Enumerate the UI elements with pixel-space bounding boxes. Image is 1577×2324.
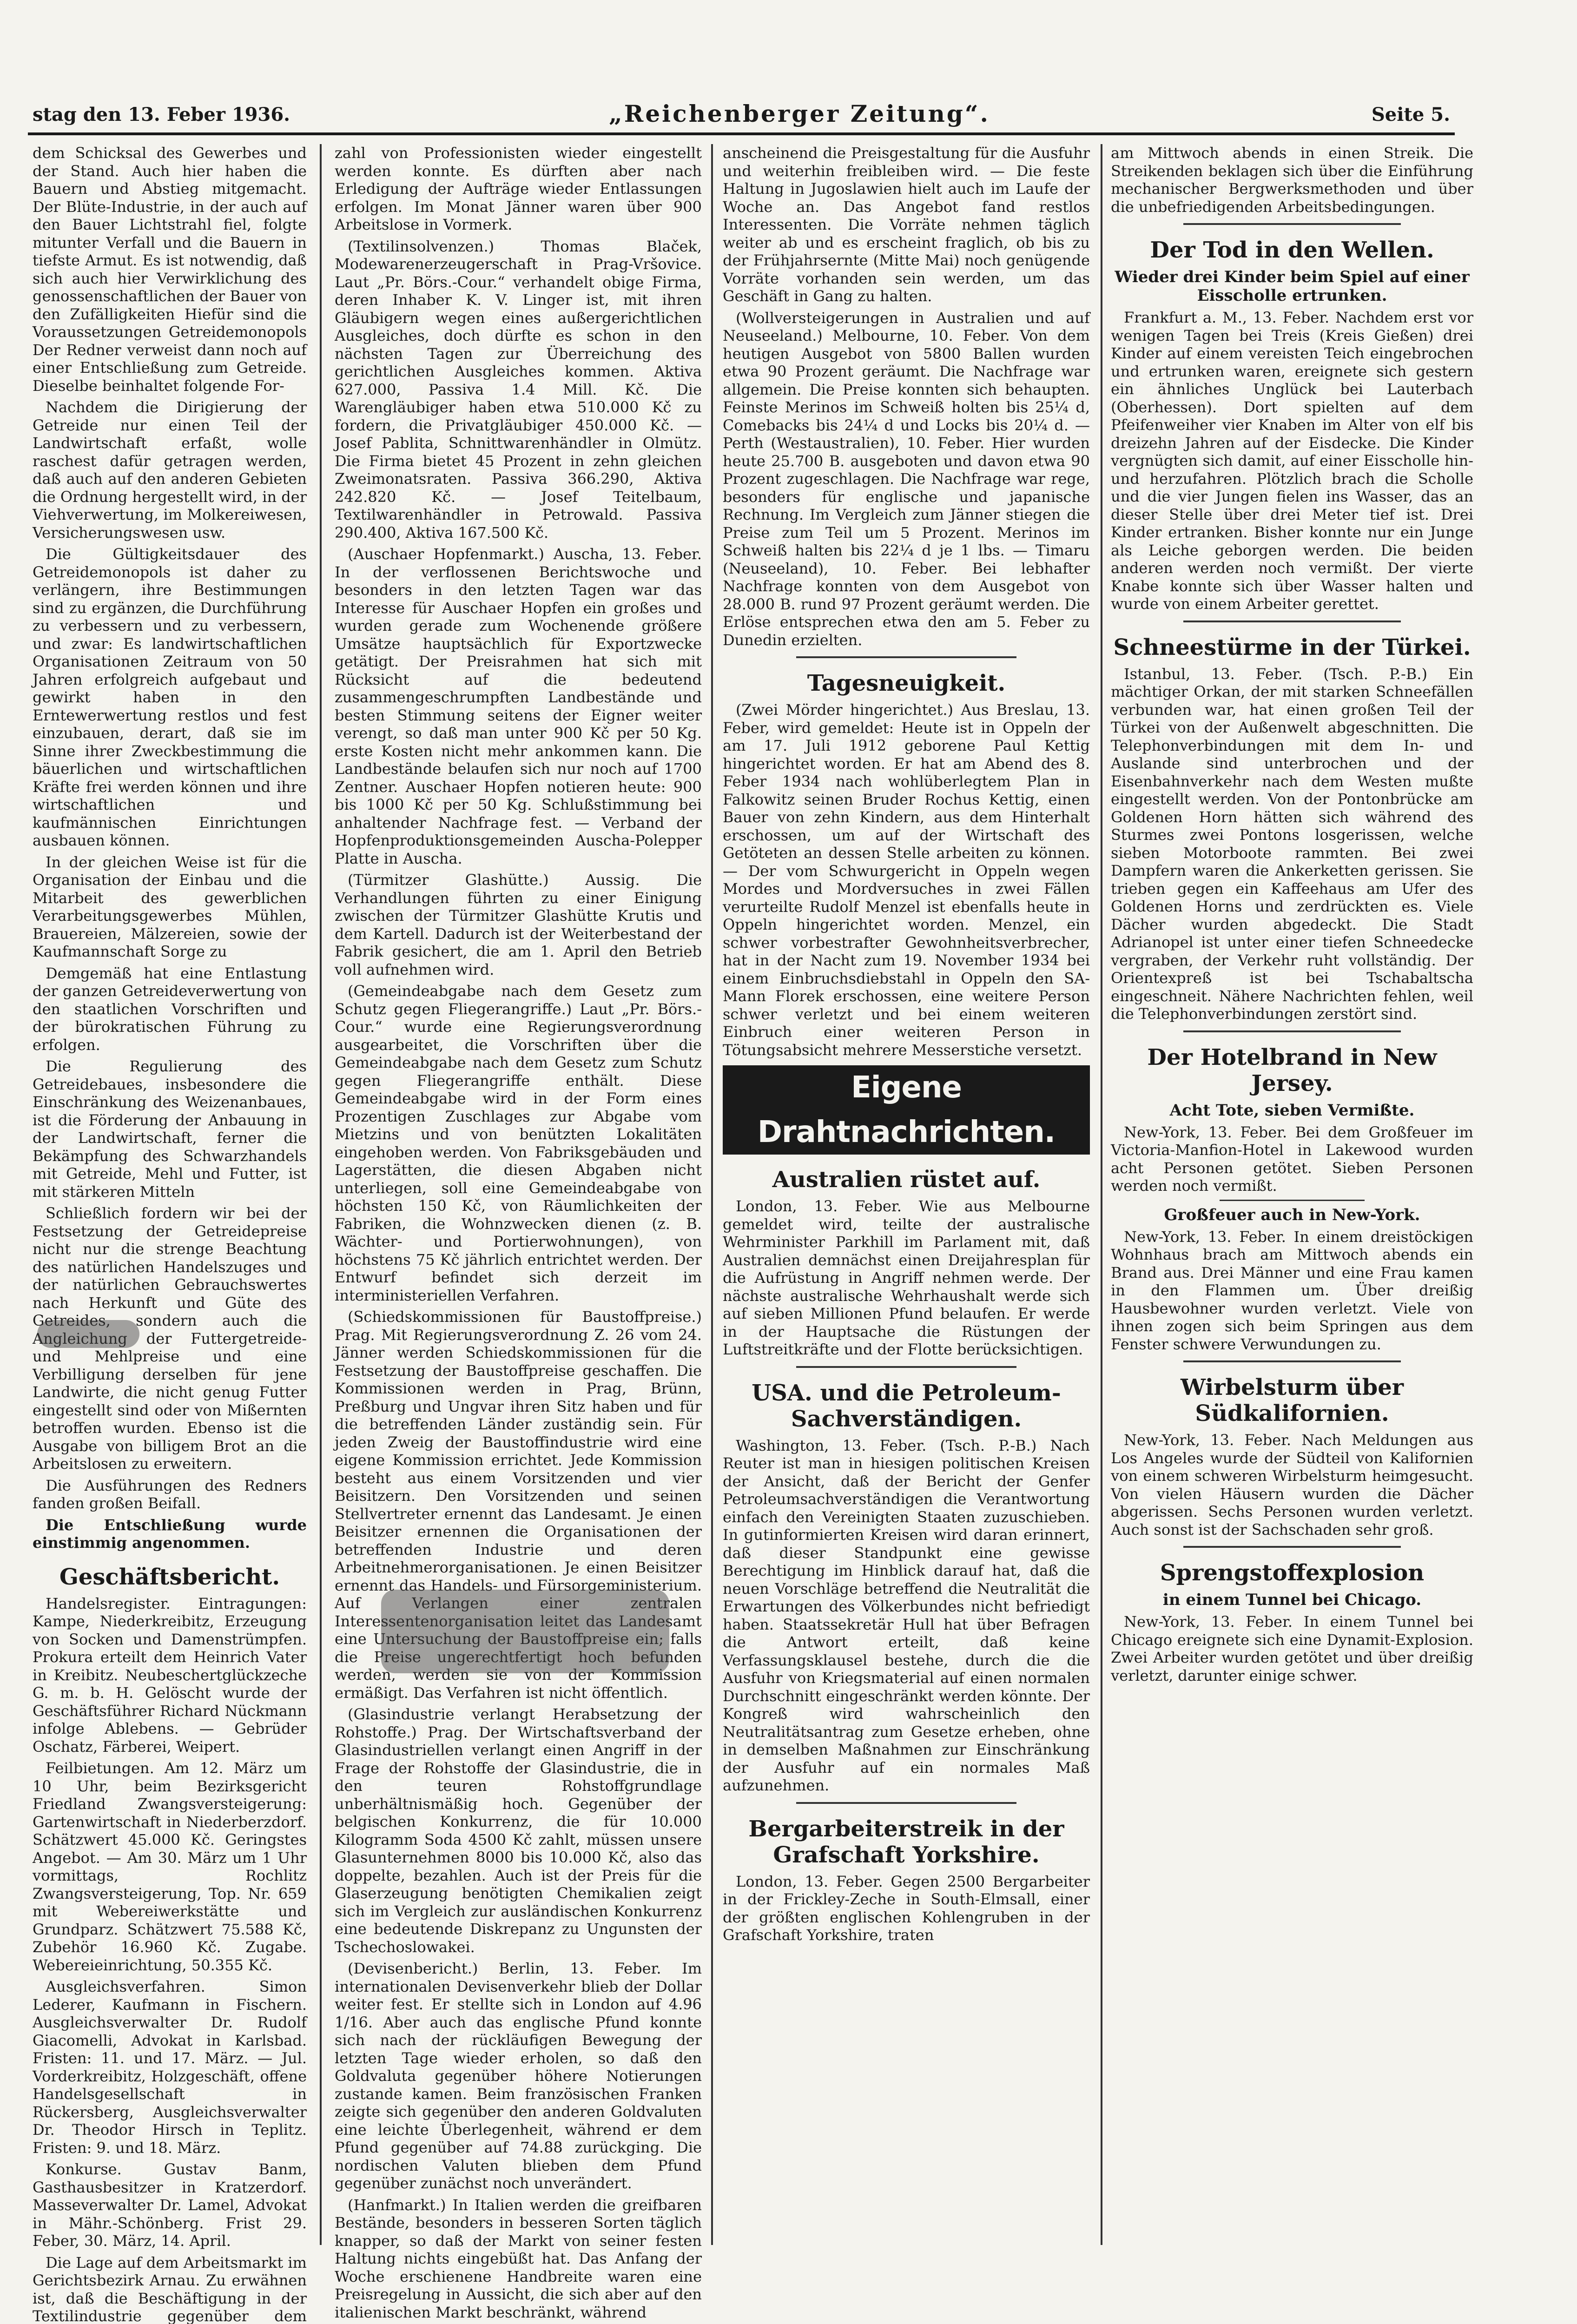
article-paragraph: Die Regulierung des Getreidebaues, insbesondere die Einschränkung des Weizenanbaues, ist die Förderung der Anbauung in der Landwirtschaft, ferner die Bekämpfung des Schwarzhandels mit Getreide, Mehl und Futter, ist mit stärkeren Mitteln [33, 1057, 307, 1201]
column-2 [335, 144, 702, 2236]
article-paragraph: Die Entschließung wurde einstimmig angenommen. [33, 1516, 307, 1552]
article-subheadline: Großfeuer auch in New-York. [1111, 1206, 1473, 1224]
article-paragraph: Die Lage auf dem Arbeitsmarkt im Gerichtsbezirk Arnau. Zu erwähnen ist, daß die Beschäftigung in der Textilindustrie gegenüber dem [33, 2254, 307, 2324]
article-paragraph: In der gleichen Weise ist für die Organisation der Einbau und die Mitarbeit des gewerblichen Verarbeitungsgewerbes Mühlen, Brauereien, Mälzereien, sowie der Kaufmannschaft Sorge zu [33, 853, 307, 961]
article-paragraph: Frankfurt a. M., 13. Feber. Nachdem erst vor wenigen Tagen bei Treis (Kreis Gießen) drei Kinder auf einem vereisten Teich eingebrochen und ertrunken waren, ereignete sich gestern ein ähnliches Unglück bei Lauterbach (Oberhessen). Dort spielten auf dem Pfeifenweiher vier Knaben im Alter von elf bis dreizehn Jahren auf der Eisdecke. Die Kinder vergnügten sich damit, auf einer Eisscholle hin- und herzufahren. Plötzlich brach die Scholle und die vier Jungen fielen ins Wasser, das an dieser Stelle über drei Meter tief ist. Drei Kinder ertranken. Bisher konnte nur ein Junge als Leiche geborgen werden. Die beiden anderen werden noch vermißt. Der vierte Knabe konnte sich über Wasser halten und wurde von einem Arbeiter gerettet. [1111, 309, 1473, 613]
article-paragraph: dem Schicksal des Gewerbes und der Stand. Auch hier haben die Bauern und Abstieg mitgemacht. Der Blüte-Industrie, in der auch auf den Bauer Lichtstrahl fiel, folgte mitunter Verfall und die Bauern in tiefste Armut. Es ist notwendig, daß sich auch hier Verwirklichung des genossenschaftlichen der Bauer von den Zufälligkeiten Hiefür sind die Voraussetzungen Getreidemonopols Der Redner verweist dann noch auf einer Entschließung zum Getreide. Dieselbe beinhaltet folgende For- [33, 144, 307, 395]
divider [1183, 621, 1401, 622]
article-headline: USA. und die Petroleum-Sachverständigen. [723, 1380, 1090, 1432]
article-paragraph: New-York, 13. Feber. In einem Tunnel bei Chicago ereignete sich eine Dynamit-Explosion. Zwei Arbeiter wurden getötet und über dreißig verletzt, darunter einige schwer. [1111, 1613, 1473, 1684]
article-paragraph: London, 13. Feber. Gegen 2500 Bergarbeiter in der Frickley-Zeche in South-Elmsall, einer der größten englischen Kohlengruben in der Grafschaft Yorkshire, traten [723, 1873, 1090, 1944]
column-1 [33, 144, 307, 2236]
article-paragraph: (Schiedskommissionen für Baustoffpreise.) Prag. Mit Regierungsverordnung Z. 26 vom 24. Jänner werden Schiedskommissionen für die Festsetzung der Baustoffpreise geschaffen. Die Kommissionen werden in Prag, Brünn, Preßburg und Ungvar ihren Sitz haben und für die betreffenden Länder zuständig sein. Für jeden Zweig der Baustoffindustrie wird eine eigene Kommission errichtet. Jede Kommission besteht aus einem Vorsitzenden und vier Beisitzern. Den Vorsitzenden und seinen Stellvertreter ernennt das Landesamt. Je einen Beisitzer ernennen die Organisationen der betreffenden Industrie und deren Arbeitnehmerorganisationen. Je einen Beisitzer ernennt das Handels- und Fürsorgeministerium. Auf Verlangen einer zentralen Interessentenorganisation leitet das Landesamt eine Untersuchung der Baustoffpreise ein; falls die Preise ungerechtfertigt hoch befunden werden, werden sie von der Kommission ermäßigt. Das Verfahren ist nicht öffentlich. [335, 1308, 702, 1702]
header-date: stag den 13. Feber 1936. [33, 104, 290, 125]
divider [796, 1366, 1016, 1368]
divider [796, 656, 1016, 658]
article-headline: Bergarbeiterstreik in der Grafschaft Yorkshire. [723, 1816, 1090, 1868]
article-paragraph: Ausgleichsverfahren. Simon Lederer, Kaufmann in Fischern. Ausgleichsverwalter Dr. Rudolf Giacomelli, Advokat in Karlsbad. Fristen: 11. und 17. März. — Jul. Vorderkreibitz, Holzgeschäft, offene Handelsgesellschaft in Rückersberg, Ausgleichsverwalter Dr. Theodor Hirsch in Teplitz. Fristen: 9. und 18. März. [33, 1978, 307, 2157]
section-banner: Eigene Drahtnachrichten. [723, 1065, 1090, 1155]
article-paragraph: (Gemeindeabgabe nach dem Gesetz zum Schutz gegen Fliegerangriffe.) Laut „Pr. Börs.-Cour.“ wurde eine Regierungsverordnung ausgearbeitet, die Vorschriften über die Gemeindeabgabe nach dem Gesetz zum Schutz gegen Fliegerangriffe enthält. Diese Gemeindeabgabe wird in der Form eines Prozentigen Zuschlages zur Abgabe vom Mietzins und von benützten Lokalitäten eingehoben werden. Von Fabriksgebäuden und Lagerstätten, die diesen Abgaben nicht unterliegen, soll eine Gemeindeabgabe von höchsten 150 Kč, von Räumlichkeiten der Fabriken, die Wohnzwecken dienen (z. B. Wächter- und Portierwohnungen), von höchstens 75 Kč jährlich entrichtet werden. Der Entwurf befindet sich derzeit im interministeriellen Verfahren. [335, 982, 702, 1304]
article-headline: Der Hotelbrand in New Jersey. [1111, 1044, 1473, 1096]
section-heading: Tagesneuigkeit. [723, 670, 1090, 696]
article-paragraph: (Zwei Mörder hingerichtet.) Aus Breslau, 13. Feber, wird gemeldet: Heute ist in Oppeln der am 17. Juli 1912 geborene Paul Kettig hingerichtet worden. Er hat am Abend des 8. Feber 1934 nach wohlüberlegtem Plan in Falkowitz seinen Bruder Rochus Kettig, einen Bauer von zehn Kindern, aus dem Hinterhalt erschossen, um auf der Wirtschaft des Getöteten an dessen Stelle arbeiten zu können. — Der vom Schwurgericht in Oppeln wegen Mordes und Mordversuches in zwei Fällen verurteilte Rudolf Menzel ist ebenfalls heute in Oppeln hingerichtet worden. Menzel, ein schwer vorbestrafter Gewohnheitsverbrecher, hat in der Nacht zum 19. November 1934 bei einem Einbruchsdiebstahl in Oppeln den SA-Mann Florek erschossen, eine weitere Person schwer verletzt und bei einem weiteren Einbruch einer weiteren Person in Tötungsabsicht mehrere Messerstiche versetzt. [723, 701, 1090, 1059]
divider [796, 1802, 1016, 1804]
article-paragraph: (Wollversteigerungen in Australien und auf Neuseeland.) Melbourne, 10. Feber. Von dem heutigen Ausgebot von 5800 Ballen wurden etwa 90 Prozent geräumt. Die Nachfrage war allgemein. Die Preise konnten sich behaupten. Feinste Merinos im Schweiß holten bis 25¼ d, Comebacks bis 24¼ d und Locks bis 20¼ d. — Perth (Westaustralien), 10. Feber. Hier wurden heute 25.700 B. ausgeboten und davon etwa 90 Prozent zugeschlagen. Die Nachfrage war rege, besonders für englische und japanische Rechnung. Im Vergleich zum Jänner stiegen die Preise zum Teil um 5 Prozent. Merinos im Schweiß halten bis 22¼ d je 1 lbs. — Timaru (Neuseeland), 10. Feber. Bei lebhafter Nachfrage konnten von dem Ausgebot von 28.000 B. rund 97 Prozent geräumt werden. Die Erlöse entsprechen etwa den am 5. Feber zu Dunedin erzielten. [723, 309, 1090, 649]
article-paragraph: Demgemäß hat eine Entlastung der ganzen Getreideverwertung von den staatlichen Vorschriften und der bürokratischen Führung zu erfolgen. [33, 964, 307, 1054]
article-paragraph: Konkurse. Gustav Banm, Gasthausbesitzer in Kratzerdorf. Masseverwalter Dr. Lamel, Advokat in Mähr.-Schönberg. Frist 29. Feber, 30. März, 14. April. [33, 2160, 307, 2250]
article-paragraph: am Mittwoch abends in einen Streik. Die Streikenden beklagen sich über die Einführung mechanischer Bergwerksmethoden und über die unbefriedigenden Arbeitsbedingungen. [1111, 144, 1473, 216]
article-paragraph: (Devisenbericht.) Berlin, 13. Feber. Im internationalen Devisenverkehr blieb der Dollar weiter fest. Er stellte sich in London auf 4.96 1/16. Aber auch das englische Pfund konnte sich nach der rückläufigen Bewegung der letzten Tage wieder erholen, so daß den Goldvaluta gegenüber höhere Notierungen zustande kamen. Beim französischen Franken zeigte sich gegenüber den anderen Goldvaluten eine leichte Überlegenheit, während er dem Pfund gegenüber auf 74.88 zurückging. Die nordischen Valuten blieben dem Pfund gegenüber zunächst noch unverändert. [335, 1960, 702, 2192]
divider [1183, 1030, 1401, 1032]
article-paragraph: Nachdem die Dirigierung der Getreide nur einen Teil der Landwirtschaft erfaßt, wolle raschest dafür getragen werden, daß auch auf den anderen Gebieten die Ordnung hergestellt wird, in der Viehverwertung, im Molkereiwesen, Versicherungswesen usw. [33, 398, 307, 541]
article-paragraph: Handelsregister. Eintragungen: Kampe, Niederkreibitz, Erzeugung von Socken und Damenstrümpfen. Prokura erteilt dem Heinrich Vater in Kreibitz. Neubeschertglückzeche G. m. b. H. Gelöscht wurde der Geschäftsführer Richard Nückmann infolge Ablebens. — Gebrüder Oschatz, Färberei, Weipert. [33, 1595, 307, 1756]
article-headline: Sprengstoffexplosion [1111, 1560, 1473, 1586]
ink-smudge [37, 1320, 139, 1348]
article-headline: Australien rüstet auf. [723, 1167, 1090, 1193]
article-paragraph: (Glasindustrie verlangt Herabsetzung der Rohstoffe.) Prag. Der Wirtschaftsverband der Glasindustriellen verlangt einen Angriff in der Frage der Rohstoffe der Glasindustrie, die in den teuren Rohstoffgrundlage unberhältnismäßig hoch. Gegenüber der belgischen Konkurrenz, die für 10.000 Kilogramm Soda 4500 Kč zahlt, müssen unsere Glasunternehmen 8000 bis 10.000 Kč, also das doppelte, bezahlen. Auch ist der Preis für die Glaserzeugung benötigten Chemikalien zeigt sich im Vergleich zur ausländischen Konkurrenz eine bedeutende Diskrepanz zu Ungunsten der Tschechoslowakei. [335, 1705, 702, 1956]
article-paragraph: anscheinend die Preisgestaltung für die Ausfuhr und weiterhin freibleiben wird. — Die feste Haltung in Jugoslawien hielt auch im Laufe der Woche an. Das Angebot fand restlos Interessenten. Die Vorräte nehmen täglich weiter ab und es erscheint fraglich, ob bis zu der Frühjahrsernte (Mitte Mai) noch genügende Vorräte vorhanden sein werden, um das Geschäft in Gang zu halten. [723, 144, 1090, 305]
article-paragraph: (Türmitzer Glashütte.) Aussig. Die Verhandlungen führten zu einer Einigung zwischen der Türmitzer Glashütte Krutis und dem Kartell. Dadurch ist der Weiterbestand der Fabrik gesichert, die am 1. April den Betrieb voll aufnehmen wird. [335, 871, 702, 978]
article-paragraph: zahl von Professionisten wieder eingestellt werden konnte. Es dürften aber nach Erledigung der Aufträge wieder Entlassungen erfolgen. Im Monat Jänner waren über 900 Arbeitslose in Vormerk. [335, 144, 702, 234]
article-headline: Wirbelsturm über Südkalifornien. [1111, 1374, 1473, 1426]
article-paragraph: (Hanfmarkt.) In Italien werden die greifbaren Bestände, besonders in besseren Sorten täglich knapper, so daß der Markt von seiner festen Haltung nichts eingebüßt hat. Das Anfang der Woche erschienene Handbreite waren eine Preisregelung in Aussicht, die sich aber auf den italienischen Markt beschränkt, während [335, 2196, 702, 2322]
article-paragraph: London, 13. Feber. Wie aus Melbourne gemeldet wird, teilte der australische Wehrminister Parkhill im Parlament mit, daß Australien demnächst einen Dreijahresplan für die Aufrüstung in Angriff nehmen werde. Der nächste australische Wehrhaushalt werde sich auf sieben Millionen Pfund belaufen. Er werde in der Hauptsache die Rüstungen der Luftstreitkräfte und der Flotte berücksichtigen. [723, 1197, 1090, 1359]
article-subheadline: Wieder drei Kinder beim Spiel auf einer Eisscholle ertrunken. [1111, 268, 1473, 305]
article-headline: Schneestürme in der Türkei. [1111, 634, 1473, 660]
column-4 [1111, 144, 1473, 2236]
column-rule [711, 144, 713, 2245]
article-paragraph: New-York, 13. Feber. Bei dem Großfeuer im Victoria-Manfion-Hotel in Lakewood wurden acht Personen getötet. Sieben Personen werden noch vermißt. [1111, 1123, 1473, 1195]
page-number: Seite 5. [1372, 104, 1450, 125]
section-heading: Geschäftsbericht. [33, 1564, 307, 1590]
column-3 [723, 144, 1090, 2236]
article-paragraph: Die Ausführungen des Redners fanden großen Beifall. [33, 1477, 307, 1512]
article-paragraph: Schließlich fordern wir bei der Festsetzung der Getreidepreise nicht nur die strenge Beachtung des natürlichen Handelszuges und der natürlichen Gebrauchswertes nach Herkunft und Güte des Getreides, sondern auch die Angleichung der Futtergetreide- und Mehlpreise und eine Verbilligung derselben für jene Landwirte, die nicht genug Futter eingestellt sind oder von Mißernten betroffen wurden. Ebenso ist die Ausgabe von billigem Brot an die Arbeitslosen zu erweitern. [33, 1204, 307, 1473]
article-paragraph: New-York, 13. Feber. In einem dreistöckigen Wohnhaus brach am Mittwoch abends ein Brand aus. Drei Männer und eine Frau kamen in den Flammen um. Über dreißig Hausbewohner wurden verletzt. Viele von ihnen zogen sich beim Springen aus dem Fenster schwere Verwundungen zu. [1111, 1228, 1473, 1353]
page-header [28, 100, 1455, 135]
ink-smudge [381, 1590, 669, 1673]
divider [1183, 223, 1401, 225]
article-paragraph: (Textilinsolvenzen.) Thomas Blaček, Modewarenerzeugerschaft in Prag-Vršovice. Laut „Pr. Börs.-Cour.“ verhandelt obige Firma, deren Inhaber K. V. Linger ist, mit ihren Gläubigern wegen eines außergerichtlichen Ausgleiches, doch dürfte es schon in den nächsten Tagen zur Überreichung des gerichtlichen Ausgleiches kommen. Aktiva 627.000, Passiva 1.4 Mill. Kč. Die Warengläubiger haben etwa 510.000 Kč zu fordern, die Privatgläubiger 450.000 Kč. — Josef Pablita, Schnittwarenhändler in Olmütz. Die Firma bietet 45 Prozent in zehn gleichen Zweimonatsraten. Passiva 366.290, Aktiva 242.820 Kč. — Josef Teitelbaum, Textilwarenhändler in Petrowald. Passiva 290.400, Aktiva 167.500 Kč. [335, 238, 702, 542]
article-paragraph: Istanbul, 13. Feber. (Tsch. P.-B.) Ein mächtiger Orkan, der mit starken Schneefällen verbunden war, hat einen großen Teil der Türkei von der Außenwelt abgeschnitten. Die Telephonverbindungen mit dem In- und Auslande sind unterbrochen und der Eisenbahnverkehr nach dem Westen mußte eingestellt werden. Von der Pontonbrücke am Goldenen Horn hätten sich während des Sturmes zwei Pontons losgerissen, welche sieben Motorboote rammten. Bei zwei Dampfern waren die Ankerketten gerissen. Sie trieben gegen ein Kaffeehaus am Ufer des Goldenen Horns und zerdrückten es. Viele Dächer wurden abgedeckt. Die Stadt Adrianopel ist unter einer tiefen Schneedecke vergraben, der Verkehr ruht vollständig. Der Orientexpreß ist bei Tschabaltscha eingeschneit. Nähere Nachrichten fehlen, weil die Telephonverbindungen zerstört sind. [1111, 665, 1473, 1023]
article-headline: Der Tod in den Wellen. [1111, 237, 1473, 263]
article-paragraph: (Auschaer Hopfenmarkt.) Auscha, 13. Feber. In der verflossenen Berichtswoche und besonders in den letzten Tagen war das Interesse für Auschaer Hopfen ein großes und wurden gerade zum Wochenende größere Umsätze hauptsächlich für Exportzwecke getätigt. Der Preisrahmen hat sich mit Rücksicht auf die bedeutend zusammengeschrumpften Landbestände und besten Stimmung seitens der Eigner weiter verengt, so daß man unter 900 Kč per 50 Kg. erste Kosten nicht mehr ankommen kann. Die Landbestände belaufen sich nur noch auf 1700 Zentner. Auschaer Hopfen notieren heute: 900 bis 1000 Kč per 50 Kg. Schlußstimmung bei anhaltender Nachfrage fest. — Verband der Hopfenproduktionsgemeinden Auscha-Polepper Platte in Auscha. [335, 545, 702, 867]
article-paragraph: Die Gültigkeitsdauer des Getreidemonopols ist daher zu verlängern, ihre Bestimmungen sind zu ergänzen, die Durchführung zu verbessern und zu verbessern, und zwar: Es landwirtschaftlichen Organisationen Zeitraum von 50 Jahren erfolgreich aufgebaut und gewirkt haben in den Erntewerwertung restlos und fest einzubauen, derart, daß sie im Sinne ihrer Zweckbestimmung die bäuerlichen und wirtschaftlichen Kräfte frei werden können und ihre wirtschaftlichen und kaufmännischen Einrichtungen ausbauen können. [33, 545, 307, 850]
article-paragraph: Washington, 13. Feber. (Tsch. P.-B.) Nach Reuter ist man in hiesigen politischen Kreisen der Ansicht, daß der Bericht der Genfer Petroleumsachverständigen die Verantwortung einfach den Vereinigten Staaten zuzuschieben. In gutinformierten Kreisen wird daran erinnert, daß dieser Standpunkt eine gewisse Berechtigung im Hinblick darauf hat, daß die neuen Vorschläge betreffend die Neutralität die Erwartungen des Völkerbundes nicht befriedigt haben. Staatssekretär Hull hat über Befragen die Antwort erteilt, daß keine Verfassungsklausel bestehe, durch die die Ausfuhr von Kriegsmaterial auf einen normalen Durchschnitt eingeschränkt werden könnte. Der Kongreß wird wahrscheinlich den Neutralitätsantrag zum Gesetze erheben, ohne in demselben Maßnahmen zur Einschränkung der Ausfuhr auf ein normales Maß aufzunehmen. [723, 1437, 1090, 1795]
article-subheadline: Acht Tote, sieben Vermißte. [1111, 1101, 1473, 1120]
divider [1183, 1360, 1401, 1362]
article-paragraph: Feilbietungen. Am 12. März um 10 Uhr, beim Bezirksgericht Friedland Zwangsversteigerung: Gartenwirtschaft in Niederberzdorf. Schätzwert 45.000 Kč. Geringstes Angebot. — Am 30. März um 1 Uhr vormittags, Rochlitz Zwangsversteigerung, Top. Nr. 659 mit Webereiwerkstätte und Grundparz. Schätzwert 75.588 Kč, Zubehör 16.960 Kč. Zugabe. Webereieinrichtung, 50.355 Kč. [33, 1759, 307, 1974]
newspaper-title: „Reichenberger Zeitung“. [609, 100, 990, 127]
column-rule [320, 144, 322, 2245]
article-subheadline: in einem Tunnel bei Chicago. [1111, 1591, 1473, 1609]
article-paragraph: New-York, 13. Feber. Nach Meldungen aus Los Angeles wurde der Südteil von Kalifornien von einem schweren Wirbelsturm heimgesucht. Von vielen Häusern wurden die Dächer abgerissen. Sechs Personen wurden verletzt. Auch sonst ist der Sachschaden sehr groß. [1111, 1431, 1473, 1538]
divider [1183, 1546, 1401, 1548]
column-rule [1101, 144, 1102, 2245]
divider [1220, 1200, 1365, 1201]
